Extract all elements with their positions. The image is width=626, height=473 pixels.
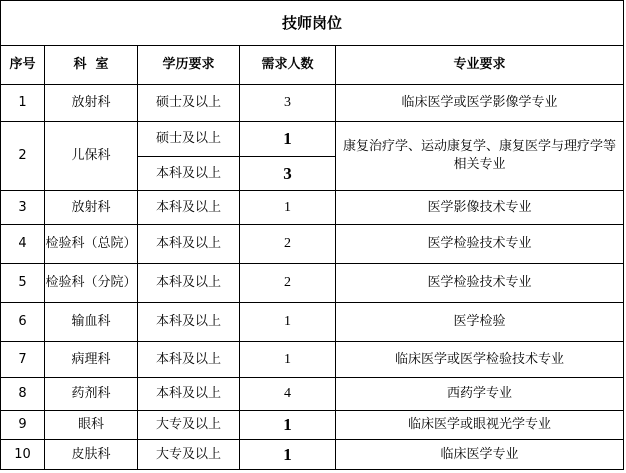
cell-count: 3 <box>240 85 336 122</box>
cell-dept: 放射科 <box>45 191 138 225</box>
cell-major: 西药学专业 <box>336 378 624 411</box>
cell-seq: 5 <box>1 264 45 303</box>
cell-seq: 9 <box>1 411 45 440</box>
cell-edu: 本科及以上 <box>138 378 240 411</box>
cell-dept: 放射科 <box>45 85 138 122</box>
cell-dept: 皮肤科 <box>45 440 138 470</box>
cell-seq: 7 <box>1 342 45 378</box>
cell-dept: 儿保科 <box>45 122 138 191</box>
header-dept: 科 室 <box>45 46 138 85</box>
cell-edu: 本科及以上 <box>138 303 240 342</box>
cell-edu: 本科及以上 <box>138 342 240 378</box>
cell-seq: 6 <box>1 303 45 342</box>
cell-edu: 本科及以上 <box>138 264 240 303</box>
cell-seq: 3 <box>1 191 45 225</box>
cell-edu: 硕士及以上 <box>138 85 240 122</box>
cell-major: 临床医学专业 <box>336 440 624 470</box>
cell-count: 2 <box>240 225 336 264</box>
table-row <box>1 122 624 157</box>
cell-count: 1 <box>240 411 336 440</box>
cell-dept: 眼科 <box>45 411 138 440</box>
table-row <box>1 440 624 470</box>
table-row <box>1 411 624 440</box>
table-title: 技师岗位 <box>1 1 624 46</box>
header-seq: 序号 <box>1 46 45 85</box>
cell-dept: 病理科 <box>45 342 138 378</box>
cell-edu: 本科及以上 <box>138 191 240 225</box>
cell-count: 3 <box>240 157 336 191</box>
cell-count: 1 <box>240 342 336 378</box>
table-row <box>1 342 624 378</box>
table-row <box>1 191 624 225</box>
cell-major: 医学影像技术专业 <box>336 191 624 225</box>
cell-major: 康复治疗学、运动康复学、康复医学与理疗学等相关专业 <box>336 122 624 191</box>
cell-seq: 2 <box>1 122 45 191</box>
cell-edu: 本科及以上 <box>138 225 240 264</box>
header-major: 专业要求 <box>336 46 624 85</box>
cell-major: 医学检验技术专业 <box>336 225 624 264</box>
table-row <box>1 225 624 264</box>
cell-edu: 大专及以上 <box>138 411 240 440</box>
cell-edu: 大专及以上 <box>138 440 240 470</box>
cell-major: 医学检验 <box>336 303 624 342</box>
cell-seq: 10 <box>1 440 45 470</box>
cell-seq: 4 <box>1 225 45 264</box>
cell-count: 2 <box>240 264 336 303</box>
header-edu: 学历要求 <box>138 46 240 85</box>
cell-count: 1 <box>240 122 336 157</box>
table-row <box>1 264 624 303</box>
cell-major: 临床医学或眼视光学专业 <box>336 411 624 440</box>
table-row <box>1 85 624 122</box>
cell-major: 临床医学或医学检验技术专业 <box>336 342 624 378</box>
cell-major: 医学检验技术专业 <box>336 264 624 303</box>
cell-edu: 硕士及以上 <box>138 122 240 157</box>
cell-seq: 8 <box>1 378 45 411</box>
cell-major: 临床医学或医学影像学专业 <box>336 85 624 122</box>
cell-count: 1 <box>240 191 336 225</box>
table-row <box>1 303 624 342</box>
cell-count: 1 <box>240 440 336 470</box>
cell-dept: 输血科 <box>45 303 138 342</box>
cell-count: 1 <box>240 303 336 342</box>
cell-count: 4 <box>240 378 336 411</box>
cell-dept: 药剂科 <box>45 378 138 411</box>
header-count: 需求人数 <box>240 46 336 85</box>
table-row <box>1 378 624 411</box>
cell-dept: 检验科（总院） <box>45 225 138 264</box>
cell-dept: 检验科（分院） <box>45 264 138 303</box>
cell-edu: 本科及以上 <box>138 157 240 191</box>
cell-seq: 1 <box>1 85 45 122</box>
